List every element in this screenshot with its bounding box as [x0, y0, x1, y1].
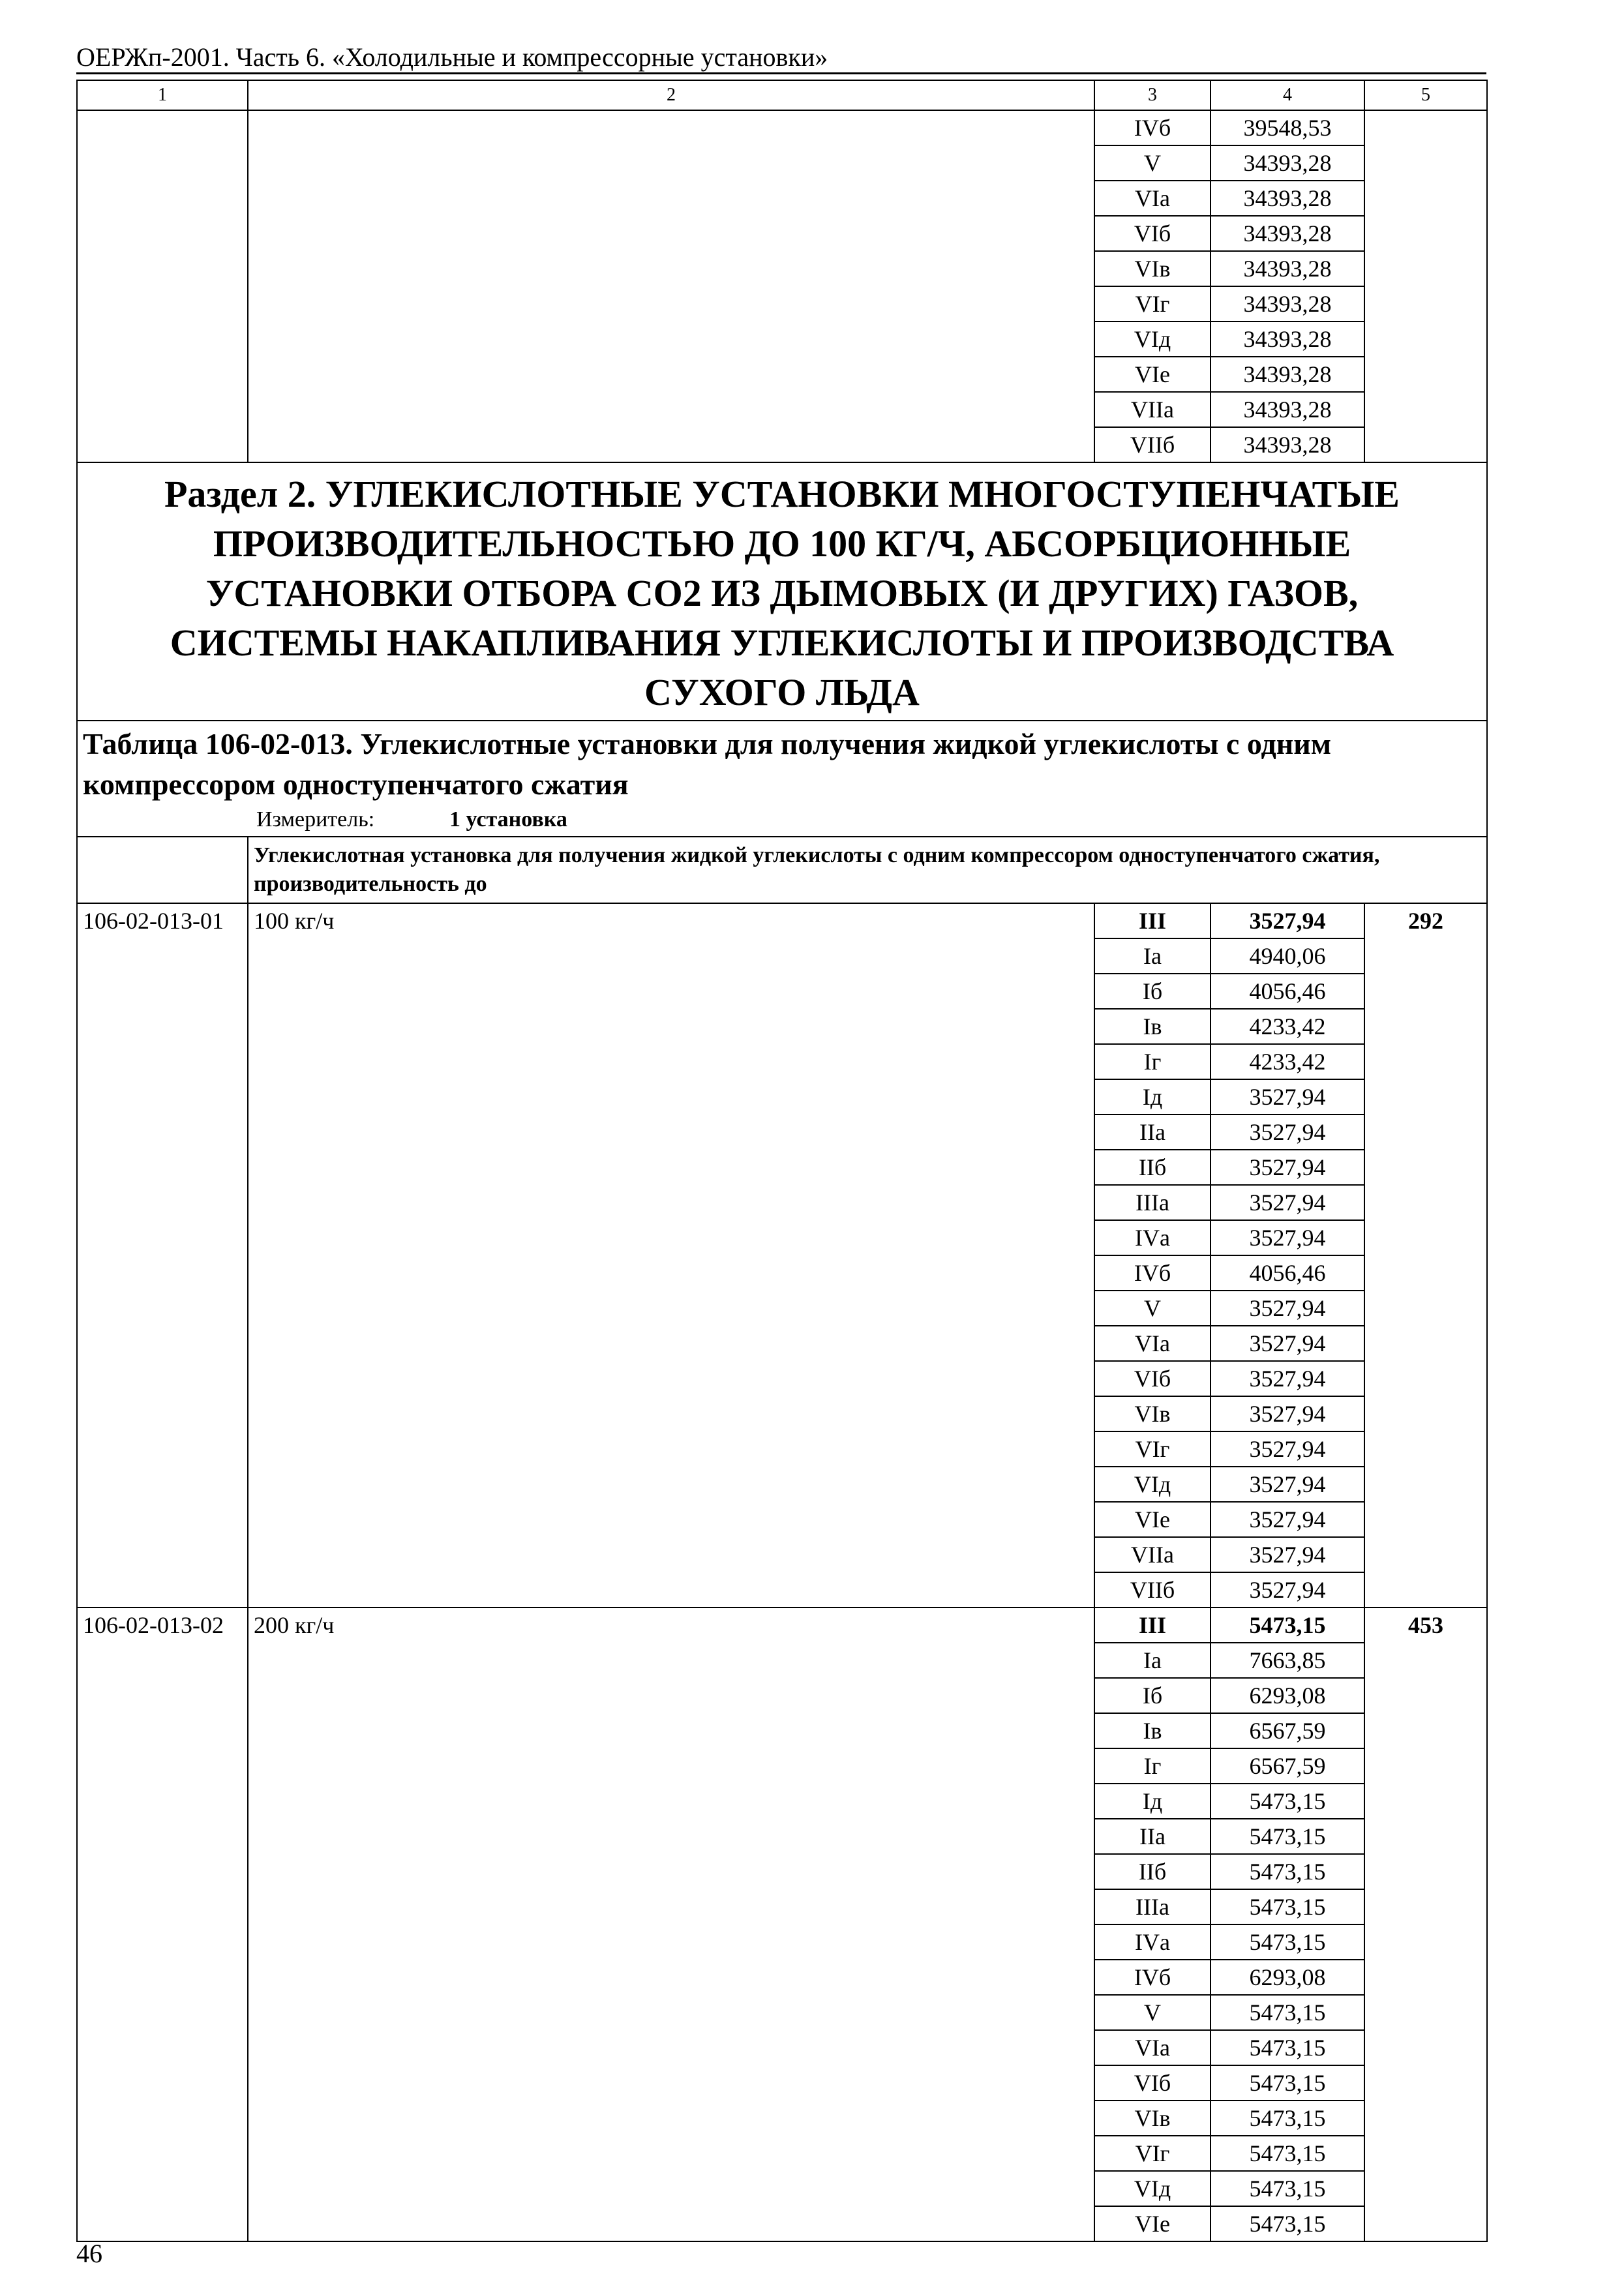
price-cell: 4056,46 — [1210, 974, 1364, 1009]
price-cell: 4233,42 — [1210, 1044, 1364, 1079]
section-row — [77, 462, 1487, 721]
table-title: Таблица 106-02-013. Углекислотные установки для получения жидкой углекислоты с одним компрессором одноступенчатого сжатия — [83, 727, 1332, 801]
column-number: 4 — [1210, 80, 1364, 110]
region-class-cell: IIIа — [1094, 1889, 1210, 1924]
region-class-cell: IVб — [1094, 110, 1210, 145]
region-class-cell: VIа — [1094, 1326, 1210, 1361]
price-cell: 4940,06 — [1210, 938, 1364, 974]
region-class-cell: IIа — [1094, 1819, 1210, 1854]
code-cell: 106-02-013-01 — [77, 903, 248, 1608]
price-cell: 3527,94 — [1210, 1361, 1364, 1396]
column-number: 3 — [1094, 80, 1210, 110]
header-rule — [76, 72, 1486, 74]
price-cell: 34393,28 — [1210, 251, 1364, 286]
region-class-cell: VIд — [1094, 322, 1210, 357]
region-class-cell: IVа — [1094, 1220, 1210, 1255]
region-class-cell: VIд — [1094, 1467, 1210, 1502]
region-class-cell: V — [1094, 145, 1210, 181]
price-cell: 4233,42 — [1210, 1009, 1364, 1044]
price-cell: 34393,28 — [1210, 427, 1364, 462]
price-cell: 3527,94 — [1210, 1431, 1364, 1467]
norm-cell: 292 — [1364, 903, 1487, 1608]
region-class-cell: IVа — [1094, 1924, 1210, 1960]
norm-cell: 453 — [1364, 1608, 1487, 2241]
region-class-cell: VIг — [1094, 286, 1210, 322]
region-class-cell: VIе — [1094, 357, 1210, 392]
price-cell: 4056,46 — [1210, 1255, 1364, 1291]
measure-label: Измеритель: — [256, 807, 375, 831]
region-class-cell: IIб — [1094, 1854, 1210, 1889]
region-class-cell: IIа — [1094, 1115, 1210, 1150]
column-number-row — [77, 80, 1487, 110]
region-class-cell: VIв — [1094, 251, 1210, 286]
price-cell: 3527,94 — [1210, 1467, 1364, 1502]
column-number: 5 — [1364, 80, 1487, 110]
column-number: 2 — [248, 80, 1094, 110]
region-class-cell: Iд — [1094, 1784, 1210, 1819]
price-cell: 34393,28 — [1210, 392, 1364, 427]
price-cell: 3527,94 — [1210, 1079, 1364, 1115]
region-class-cell: VIд — [1094, 2171, 1210, 2206]
price-cell: 6293,08 — [1210, 1960, 1364, 1995]
region-class-cell: VIа — [1094, 2030, 1210, 2065]
price-cell: 7663,85 — [1210, 1643, 1364, 1678]
region-class-cell: VIб — [1094, 1361, 1210, 1396]
price-cell: 3527,94 — [1210, 1502, 1364, 1537]
table-title-cell — [77, 721, 1487, 837]
region-class-cell: Iв — [1094, 1713, 1210, 1748]
region-class-cell: VIIа — [1094, 392, 1210, 427]
price-cell: 5473,15 — [1210, 1995, 1364, 2030]
measure-line — [83, 805, 1481, 835]
price-cell: 5473,15 — [1210, 1854, 1364, 1889]
name-cell: 100 кг/ч — [248, 903, 1094, 1608]
price-cell: 5473,15 — [1210, 1608, 1364, 1643]
region-class-cell: Iг — [1094, 1748, 1210, 1784]
price-cell: 5473,15 — [1210, 1784, 1364, 1819]
region-class-cell: VIIа — [1094, 1537, 1210, 1572]
norm-cell — [1364, 110, 1487, 462]
price-cell: 3527,94 — [1210, 903, 1364, 938]
code-cell — [77, 110, 248, 462]
price-cell: 5473,15 — [1210, 2101, 1364, 2136]
region-class-cell: V — [1094, 1291, 1210, 1326]
price-cell: 3527,94 — [1210, 1537, 1364, 1572]
table-row — [77, 110, 1487, 145]
region-class-cell: Iд — [1094, 1079, 1210, 1115]
region-class-cell: VIг — [1094, 2136, 1210, 2171]
price-cell: 34393,28 — [1210, 145, 1364, 181]
table-row — [77, 1608, 1487, 1643]
price-cell: 5473,15 — [1210, 2030, 1364, 2065]
price-cell: 3527,94 — [1210, 1115, 1364, 1150]
region-class-cell: IIIа — [1094, 1185, 1210, 1220]
price-cell: 34393,28 — [1210, 357, 1364, 392]
region-class-cell: VIе — [1094, 1502, 1210, 1537]
price-cell: 34393,28 — [1210, 286, 1364, 322]
region-class-cell: IIб — [1094, 1150, 1210, 1185]
price-cell: 5473,15 — [1210, 1889, 1364, 1924]
price-cell: 34393,28 — [1210, 322, 1364, 357]
name-cell: 200 кг/ч — [248, 1608, 1094, 2241]
region-class-cell: III — [1094, 1608, 1210, 1643]
region-class-cell: VIв — [1094, 2101, 1210, 2136]
region-class-cell: V — [1094, 1995, 1210, 2030]
price-cell: 3527,94 — [1210, 1396, 1364, 1431]
price-cell: 5473,15 — [1210, 2065, 1364, 2101]
price-table — [76, 80, 1488, 2242]
price-cell: 5473,15 — [1210, 2136, 1364, 2171]
price-cell: 5473,15 — [1210, 2171, 1364, 2206]
column-number: 1 — [77, 80, 248, 110]
region-class-cell: Iб — [1094, 974, 1210, 1009]
region-class-cell: Iа — [1094, 1643, 1210, 1678]
description-row — [77, 837, 1487, 903]
region-class-cell: VIIб — [1094, 427, 1210, 462]
price-cell: 3527,94 — [1210, 1291, 1364, 1326]
region-class-cell: III — [1094, 903, 1210, 938]
price-cell: 5473,15 — [1210, 2206, 1364, 2241]
price-cell: 34393,28 — [1210, 181, 1364, 216]
price-cell: 3527,94 — [1210, 1572, 1364, 1608]
price-cell: 3527,94 — [1210, 1150, 1364, 1185]
price-cell: 3527,94 — [1210, 1220, 1364, 1255]
code-cell: 106-02-013-02 — [77, 1608, 248, 2241]
region-class-cell: IVб — [1094, 1255, 1210, 1291]
price-cell: 6293,08 — [1210, 1678, 1364, 1713]
table-title-row — [77, 721, 1487, 837]
name-cell — [248, 110, 1094, 462]
description: Углекислотная установка для получения жидкой углекислоты с одним компрессором одноступенчатого сжатия, производительность до — [248, 837, 1487, 903]
price-cell: 5473,15 — [1210, 1924, 1364, 1960]
region-class-cell: VIб — [1094, 2065, 1210, 2101]
table-row — [77, 903, 1487, 938]
region-class-cell: VIIб — [1094, 1572, 1210, 1608]
price-cell: 39548,53 — [1210, 110, 1364, 145]
price-cell: 3527,94 — [1210, 1185, 1364, 1220]
region-class-cell: Iв — [1094, 1009, 1210, 1044]
section-title: Раздел 2. УГЛЕКИСЛОТНЫЕ УСТАНОВКИ МНОГОСТУПЕНЧАТЫЕ ПРОИЗВОДИТЕЛЬНОСТЬЮ ДО 100 КГ/Ч, АБСОРБЦИОННЫЕ УСТАНОВКИ ОТБОРА СО2 ИЗ ДЫМОВЫХ (И ДРУГИХ) ГАЗОВ, СИСТЕМЫ НАКАПЛИВАНИЯ УГЛЕКИСЛОТЫ И ПРОИЗВОДСТВА СУХОГО ЛЬДА — [77, 462, 1487, 721]
price-cell: 3527,94 — [1210, 1326, 1364, 1361]
region-class-cell: VIа — [1094, 181, 1210, 216]
price-cell: 5473,15 — [1210, 1819, 1364, 1854]
price-cell: 6567,59 — [1210, 1748, 1364, 1784]
price-cell: 6567,59 — [1210, 1713, 1364, 1748]
region-class-cell: Iг — [1094, 1044, 1210, 1079]
region-class-cell: IVб — [1094, 1960, 1210, 1995]
region-class-cell: VIв — [1094, 1396, 1210, 1431]
region-class-cell: VIе — [1094, 2206, 1210, 2241]
description-spacer — [77, 837, 248, 903]
region-class-cell: Iб — [1094, 1678, 1210, 1713]
region-class-cell: Iа — [1094, 938, 1210, 974]
running-header: ОЕРЖп-2001. Часть 6. «Холодильные и компрессорные установки» — [76, 42, 828, 72]
region-class-cell: VIб — [1094, 216, 1210, 251]
region-class-cell: VIг — [1094, 1431, 1210, 1467]
page-number: 46 — [76, 2239, 102, 2268]
price-cell: 34393,28 — [1210, 216, 1364, 251]
measure-value: 1 установка — [449, 807, 567, 831]
